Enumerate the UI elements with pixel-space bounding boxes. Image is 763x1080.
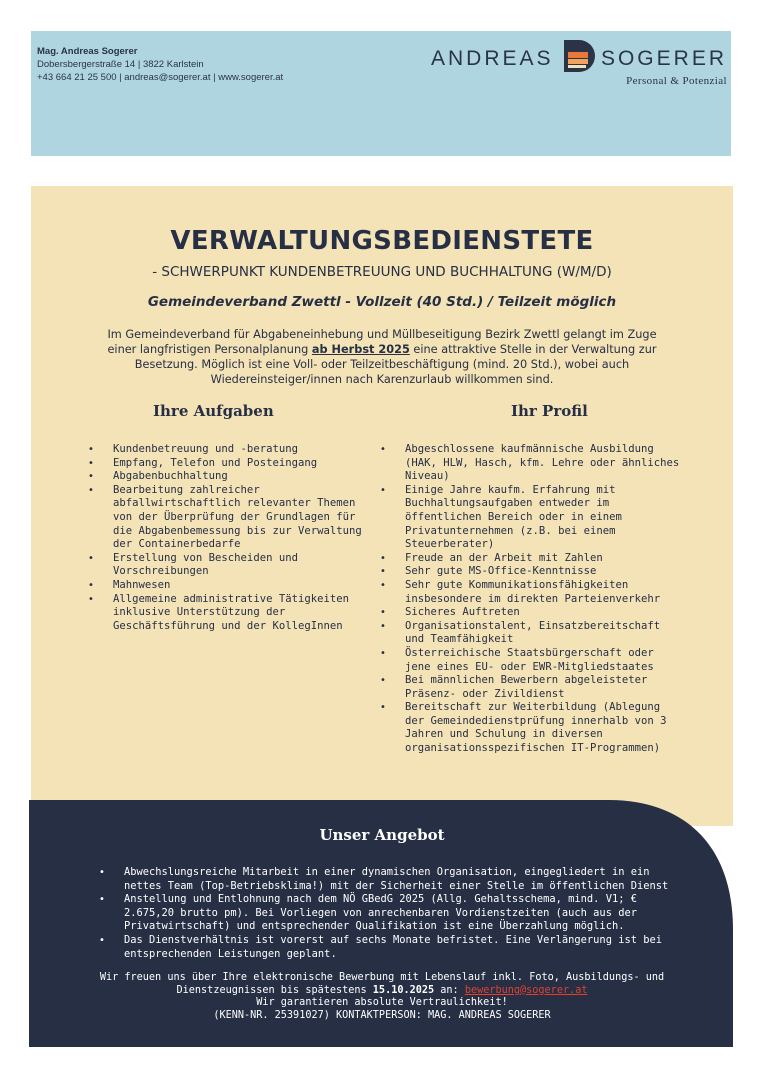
job-title: VERWALTUNGSBEDIENSTETE — [170, 226, 594, 256]
logo-word-right: SOGERER — [600, 47, 727, 70]
application-email-link[interactable]: bewerbung@sogerer.at — [464, 984, 588, 996]
company-logo — [431, 38, 727, 90]
list-item: • Mahnwesen — [88, 579, 368, 593]
offer-list — [99, 866, 689, 961]
list-item: • Bearbeitung zahlreicher abfallwirtschaftlich relevanter Themen von der Überprüfung der Grundlagen für die Abgabenbemessung bis zur Verwaltung der Containerbedarfe — [88, 484, 368, 552]
list-item: • Einige Jahre kaufm. Erfahrung mit Buchhaltungsaufgaben entweder im öffentlichen Bereich oder in einem Privatunternehmen (z.B. bei einem Steuerberater) — [380, 484, 680, 552]
job-intro — [95, 327, 669, 387]
contact-phone-web: +43 664 21 25 500 | andreas@sogerer.at | www.sogerer.at — [37, 72, 284, 83]
closing-block — [31, 972, 733, 1023]
profile-heading: Ihr Profil — [511, 402, 588, 420]
job-tagline: Gemeindeverband Zwettl - Vollzeit (40 Std.) / Teilzeit möglich — [147, 294, 617, 310]
list-item: • Allgemeine administrative Tätigkeiten inklusive Unterstützung der Geschäftsführung und der KollegInnen — [88, 593, 368, 634]
list-item: • Bei männlichen Bewerbern abgeleisteter Präsenz- oder Zivildienst — [380, 674, 680, 701]
list-item: • Kundenbetreuung und -beratung — [88, 443, 368, 457]
tasks-heading: Ihre Aufgaben — [153, 402, 274, 420]
list-item: • Österreichische Staatsbürgerschaft oder jene eines EU- oder EWR-Mitgliedstaates — [380, 647, 680, 674]
logo-tagline: Personal & Potenzial — [626, 75, 727, 87]
contact-name: Mag. Andreas Sogerer — [37, 46, 138, 57]
list-item: • Freude an der Arbeit mit Zahlen — [380, 552, 680, 566]
tasks-list — [88, 443, 368, 633]
logo-word-left: ANDREAS — [431, 47, 554, 70]
closing-prefix: Dienstzeugnissen bis spätestens — [176, 984, 373, 996]
intro-text: Im Gemeindeverband für Abgabeneinhebung und Müllbeseitigung Bezirk Zwettl gelangt im Zuge einer langfristigen Personalplanung — [107, 328, 657, 356]
list-item: • Abgeschlossene kaufmännische Ausbildung (HAK, HLW, Hasch, kfm. Lehre oder ähnliches Niveau) — [380, 443, 680, 484]
closing-line-2 — [31, 985, 733, 998]
list-item: • Sicheres Auftreten — [380, 606, 680, 620]
closing-line-3: Wir garantieren absolute Vertraulichkeit! — [256, 997, 508, 1009]
contact-address: Dobersbergerstraße 14 | 3822 Karlstein — [37, 59, 204, 70]
closing-deadline: 15.10.2025 — [372, 984, 435, 996]
closing-line-1: Wir freuen uns über Ihre elektronische Bewerbung mit Lebenslauf inkl. Foto, Ausbildungs- und — [99, 972, 665, 983]
contact-block — [37, 45, 283, 84]
list-item: • Sehr gute MS-Office-Kenntnisse — [380, 565, 680, 579]
list-item: • Das Dienstverhältnis ist vorerst auf sechs Monate befristet. Eine Verlängerung ist bei entsprechenden Leistungen geplant. — [99, 934, 689, 961]
intro-text-rest: eine attraktive Stelle in der Verwaltung zur Besetzung. Möglich ist eine Voll- oder Teilzeitbeschäftigung (mind. 20 Std.), wobei auch Wiedereinsteiger/innen nach Karenzurlaub willkommen sind. — [134, 343, 657, 386]
list-item: • Organisationstalent, Einsatzbereitschaft und Teamfähigkeit — [380, 620, 680, 647]
list-item: • Bereitschaft zur Weiterbildung (Ablegung der Gemeindedienstprüfung innerhalb von 3 Jahren und Schulung in diversen organisationsspezifischen IT-Programmen) — [380, 701, 680, 755]
list-item: • Empfang, Telefon und Posteingang — [88, 457, 368, 471]
list-item: • Erstellung von Bescheiden und Vorschreibungen — [88, 552, 368, 579]
profile-list — [380, 443, 680, 756]
closing-mid: an: — [434, 984, 465, 996]
closing-line-4: (KENN-NR. 25391027) KONTAKTPERSON: MAG. ANDREAS SOGERER — [213, 1010, 551, 1022]
logo-mark-icon — [561, 38, 597, 74]
list-item: • Sehr gute Kommunikationsfähigkeiten insbesondere im direkten Parteienverkehr — [380, 579, 680, 606]
list-item: • Abgabenbuchhaltung — [88, 470, 368, 484]
list-item: • Anstellung und Entlohnung nach dem NÖ GBedG 2025 (Allg. Gehaltsschema, mind. V1; € 2.675,20 brutto pm). Bei Vorliegen von anrechenbaren Vordienstzeiten (auch aus der Privatwirtschaft) und entsprechender Qualifikation ist eine Überzahlung möglich. — [99, 893, 689, 934]
offer-heading: Unser Angebot — [319, 826, 445, 844]
list-item: • Abwechslungsreiche Mitarbeit in einer dynamischen Organisation, eingegliedert in ein nettes Team (Top-Betriebsklima!) mit der Sicherheit einer Stelle im öffentlichen Dienst — [99, 866, 689, 893]
intro-start-date: ab Herbst 2025 — [311, 343, 410, 356]
job-subtitle: - SCHWERPUNKT KUNDENBETREUUNG UND BUCHHALTUNG (W/M/D) — [152, 264, 612, 280]
